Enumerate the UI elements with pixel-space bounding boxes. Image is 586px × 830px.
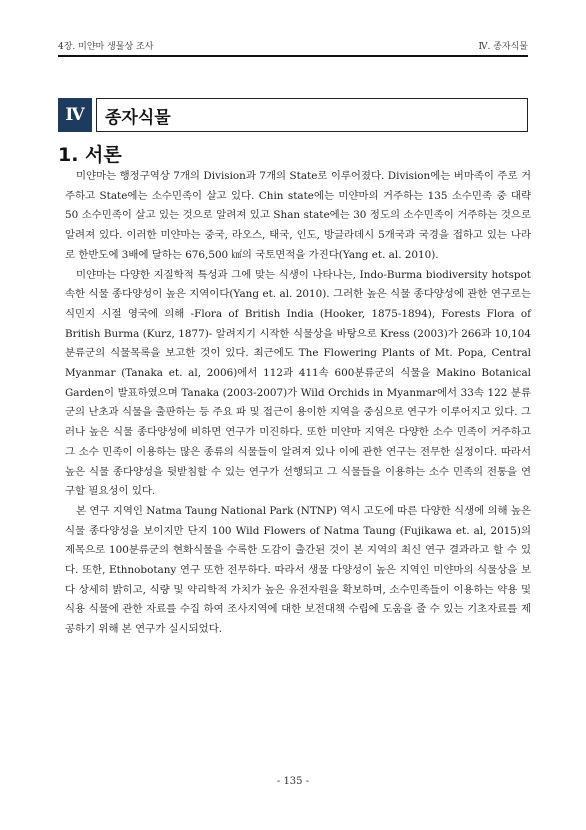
body-text [65, 167, 531, 640]
section-heading: 1. 서론 [58, 144, 122, 166]
running-header-section: Ⅳ. 종자식물 [478, 41, 528, 52]
paragraph: 미얀마는 다양한 지질학적 특성과 그에 맞는 식생이 나타나는, Indo-Burma biodiversity hotspot 속한 식물 종다양성이 높은 지역이다(Yang et. al. 2010). 그러한 높은 식물 종다양성에 관한 연구로는 식민지 시절 영국에 의해 -Flora of British India (Hooker, 1875-1894), Forests Flora of British Burma (Kurz, 1877)- 알려지기 시작한 식물상을 바탕으로 Kress (2003)가 266과 10,104 분류군의 식물목록을 보고한 것이 있다. 최근에도 The Flowering Plants of Mt. Popa, Central Myanmar (Tanaka et. al, 2006)에서 112과 411속 600분류군의 식물을 Makino Botanical Garden이 발표하였으며 Tanaka (2003-2007)가 Wild Orchids in Myanmar에서 33속 122 분류군의 난초과 식물을 출판하는 등 주요 파 및 접근이 용이한 지역을 중심으로 연구가 이루어지고 있다. 그러나 높은 식물 종다양성에 비하면 연구가 미진하다. 또한 미얀마 지역은 다양한 소수 민족이 거주하고 그 소수 민족이 이용하는 많은 종류의 식물들이 알려져 있나 이에 관한 연구는 전무한 실정이다. 따라서 높은 식물 종다양성을 뒷받침할 수 있는 연구가 선행되고 그 식물들을 이용하는 소수 민족의 전통을 연구할 필요성이 있다. [65, 268, 531, 498]
paragraph: 미얀마는 행정구역상 7개의 Division과 7개의 State로 이루어졌다. Division에는 버마족이 주로 거주하고 State에는 소수민족이 살고 있다. Chin state에는 미얀마의 거주하는 135 소수민족 중 대략 50 소수민족이 살고 있는 것으로 알려져 있고 Shan state에는 30 정도의 소수민족이 거주하는 것으로 알려져 있다. 이러한 미얀마는 중국, 라오스, 태국, 인도, 방글라데시 5개국과 국경을 접하고 있는 나라로 한반도에 3배에 달하는 676,500 ㎢의 국토면적을 가진다(Yang et. al. 2010). [65, 170, 531, 261]
running-header [58, 38, 528, 52]
chapter-title: 종자식물 [96, 98, 528, 132]
paragraph: 본 연구 지역인 Natma Taung National Park (NTNP) 역시 고도에 따른 다양한 식생에 의해 높은 식물 종다양성을 보이지만 단지 100 Wild Flowers of Natma Taung (Fujikawa et. al, 2015)의 제목으로 100분류군의 현화식물을 수록한 도감이 출간된 것이 본 지역의 최신 연구 결과라고 할 수 있다. 또한, Ethnobotany 연구 또한 전무하다. 따라서 생물 다양성이 높은 지역인 미얀마의 식물상을 보다 상세히 밝히고, 식량 및 약리학적 가치가 높은 유전자원을 확보하며, 소수민족들이 이용하는 약용 및 식용 식물에 관한 자료를 수집 하여 조사지역에 대한 보전대책 수립에 도움을 줄 수 있는 기초자료를 제공하기 위해 본 연구가 실시되었다. [65, 504, 531, 636]
chapter-title-block [58, 98, 528, 132]
chapter-number-badge: Ⅳ [58, 98, 92, 132]
running-header-chapter: 4장. 미얀마 생물상 조사 [58, 41, 154, 52]
page-number: - 135 - [276, 776, 310, 787]
header-rule [58, 55, 528, 57]
